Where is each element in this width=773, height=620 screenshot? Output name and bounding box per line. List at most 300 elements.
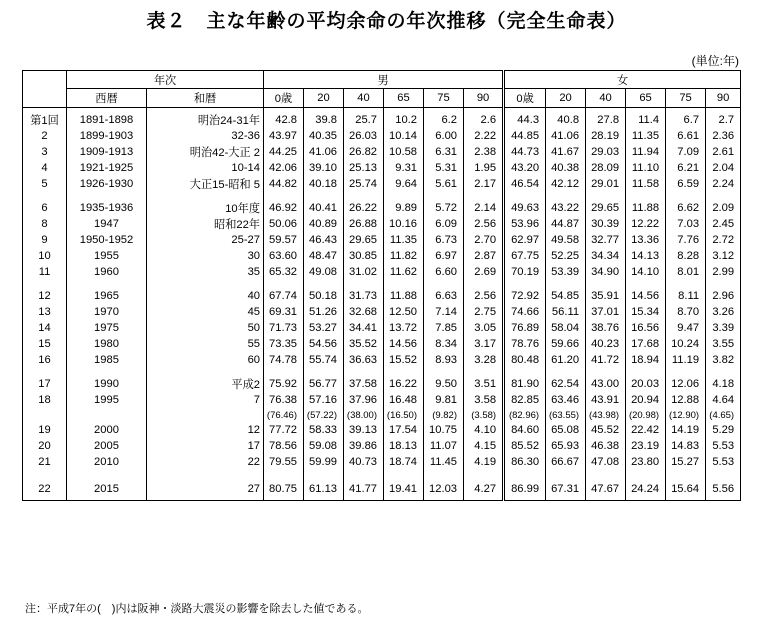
cell-male-value: 57.16 [304, 392, 344, 408]
cell-female-value: 47.08 [586, 454, 626, 470]
spacer-cell [67, 368, 147, 376]
cell-female-value: 27.8 [586, 108, 626, 129]
cell-female-value: 12.88 [666, 392, 706, 408]
cell-female-value: 34.90 [586, 264, 626, 280]
cell-female-value: 14.19 [666, 422, 706, 438]
cell-female-value: 15.64 [666, 478, 706, 501]
cell-seireki: 1960 [67, 264, 147, 280]
cell-wareki: 明治42-大正 2 [147, 144, 264, 160]
cell-female-value: 40.38 [546, 160, 586, 176]
header-male-age: 0歳 [264, 89, 304, 108]
cell-male-value: 42.06 [264, 160, 304, 176]
cell-female-value: 8.28 [666, 248, 706, 264]
spacer-cell [384, 470, 424, 478]
cell-survey-no: 19 [23, 422, 67, 438]
cell-female-value: 86.30 [504, 454, 546, 470]
cell-male-value: 17.54 [384, 422, 424, 438]
cell-survey-no: 5 [23, 176, 67, 192]
spacer-cell [626, 470, 666, 478]
table-row [23, 422, 741, 438]
cell-female-value: 15.27 [666, 454, 706, 470]
spacer-cell [464, 280, 504, 288]
spacer-cell [666, 192, 706, 200]
cell-male-value: 12.03 [424, 478, 464, 501]
spacer-cell [304, 192, 344, 200]
adjusted-row [23, 408, 741, 422]
cell-female-value: 65.93 [546, 438, 586, 454]
cell-male-value: 3.51 [464, 376, 504, 392]
cell-female-value: 44.87 [546, 216, 586, 232]
cell-female-value: 7.09 [666, 144, 706, 160]
cell-male-value: 4.15 [464, 438, 504, 454]
header-corner-lower [23, 89, 67, 108]
cell-male-value: 2.70 [464, 232, 504, 248]
cell-male-value: 65.32 [264, 264, 304, 280]
table-row [23, 352, 741, 368]
cell-male-value: 69.31 [264, 304, 304, 320]
cell-female-value: 2.7 [706, 108, 741, 129]
cell-survey-no: 3 [23, 144, 67, 160]
cell-female-value: 30.39 [586, 216, 626, 232]
cell-female-value: (4.65) [706, 408, 741, 422]
cell-female-value: 3.82 [706, 352, 741, 368]
cell-female-value: 65.08 [546, 422, 586, 438]
cell-survey-no: 15 [23, 336, 67, 352]
cell-seireki: 2005 [67, 438, 147, 454]
header-male-age: 75 [424, 89, 464, 108]
cell-female-value: 44.3 [504, 108, 546, 129]
cell-male-value: 30.85 [344, 248, 384, 264]
cell-male-value: 46.43 [304, 232, 344, 248]
spacer-cell [304, 280, 344, 288]
cell-male-value: 71.73 [264, 320, 304, 336]
cell-female-value: 4.18 [706, 376, 741, 392]
spacer-cell [424, 368, 464, 376]
cell-survey-no: 20 [23, 438, 67, 454]
cell-male-value: 59.57 [264, 232, 304, 248]
table-row [23, 320, 741, 336]
spacer-cell [344, 470, 384, 478]
cell-female-value: 78.76 [504, 336, 546, 352]
cell-male-value: (38.00) [344, 408, 384, 422]
cell-male-value: 2.22 [464, 128, 504, 144]
cell-male-value: (57.22) [304, 408, 344, 422]
table-row [23, 392, 741, 408]
cell-male-value: 36.63 [344, 352, 384, 368]
cell-female-value: 45.52 [586, 422, 626, 438]
cell-wareki: 22 [147, 454, 264, 470]
cell-female-value: 52.25 [546, 248, 586, 264]
cell-female-value: 13.36 [626, 232, 666, 248]
cell-female-value: 8.70 [666, 304, 706, 320]
header-female-age: 20 [546, 89, 586, 108]
spacer-cell [147, 280, 264, 288]
spacer-cell [424, 470, 464, 478]
cell-wareki: 45 [147, 304, 264, 320]
cell-survey-no: 6 [23, 200, 67, 216]
cell-male-value: 35.52 [344, 336, 384, 352]
table-row [23, 160, 741, 176]
cell-female-value: 62.54 [546, 376, 586, 392]
cell-female-value: 41.06 [546, 128, 586, 144]
cell-male-value: 2.69 [464, 264, 504, 280]
cell-survey-no: 13 [23, 304, 67, 320]
cell-male-value: 80.75 [264, 478, 304, 501]
cell-survey-no: 9 [23, 232, 67, 248]
cell-male-value: 10.2 [384, 108, 424, 129]
cell-survey-no: 16 [23, 352, 67, 368]
cell-male-value: 5.31 [424, 160, 464, 176]
cell-wareki: 50 [147, 320, 264, 336]
cell-seireki: 2015 [67, 478, 147, 501]
spacer-row [23, 280, 741, 288]
cell-male-value: (76.46) [264, 408, 304, 422]
spacer-cell [23, 368, 67, 376]
header-wareki: 和暦 [147, 89, 264, 108]
spacer-cell [384, 280, 424, 288]
table-row [23, 478, 741, 501]
cell-male-value: 11.07 [424, 438, 464, 454]
header-male-age: 65 [384, 89, 424, 108]
cell-female-value: 5.56 [706, 478, 741, 501]
cell-male-value: 79.55 [264, 454, 304, 470]
cell-wareki: 55 [147, 336, 264, 352]
cell-male-value: 10.75 [424, 422, 464, 438]
cell-wareki: 平成2 [147, 376, 264, 392]
cell-female-value: 67.75 [504, 248, 546, 264]
table-row [23, 176, 741, 192]
cell-male-value: 25.13 [344, 160, 384, 176]
cell-female-value: 43.00 [586, 376, 626, 392]
spacer-cell [546, 368, 586, 376]
cell-male-value: 51.26 [304, 304, 344, 320]
cell-female-value: 44.73 [504, 144, 546, 160]
cell-wareki: 17 [147, 438, 264, 454]
cell-male-value: 59.99 [304, 454, 344, 470]
cell-male-value: 9.31 [384, 160, 424, 176]
cell-female-value: 63.46 [546, 392, 586, 408]
cell-female-value: 8.11 [666, 288, 706, 304]
cell-male-value: 49.08 [304, 264, 344, 280]
cell-male-value: 2.87 [464, 248, 504, 264]
header-male-age: 20 [304, 89, 344, 108]
cell-male-value: 9.89 [384, 200, 424, 216]
page-title: 表２ 主な年齢の平均余命の年次推移（完全生命表） [146, 10, 627, 32]
spacer-cell [384, 368, 424, 376]
cell-female-value: 3.26 [706, 304, 741, 320]
cell-male-value: 6.00 [424, 128, 464, 144]
cell-male-value: 7.85 [424, 320, 464, 336]
cell-female-value: 32.77 [586, 232, 626, 248]
spacer-cell [546, 470, 586, 478]
spacer-cell [546, 280, 586, 288]
cell-male-value: 26.03 [344, 128, 384, 144]
spacer-cell [706, 280, 741, 288]
spacer-cell [67, 280, 147, 288]
cell-survey-no: 21 [23, 454, 67, 470]
cell-female-value: (20.98) [626, 408, 666, 422]
cell-female-value: 7.76 [666, 232, 706, 248]
cell-female-value: 2.72 [706, 232, 741, 248]
cell-female-value: 80.48 [504, 352, 546, 368]
cell-female-value: 6.7 [666, 108, 706, 129]
cell-male-value: 75.92 [264, 376, 304, 392]
cell-male-value: 13.72 [384, 320, 424, 336]
cell-survey-no: 4 [23, 160, 67, 176]
spacer-cell [424, 192, 464, 200]
cell-male-value: (9.82) [424, 408, 464, 422]
cell-male-value: 9.64 [384, 176, 424, 192]
table-row [23, 128, 741, 144]
cell-female-value: 29.65 [586, 200, 626, 216]
spacer-cell [264, 280, 304, 288]
header-female-age: 90 [706, 89, 741, 108]
cell-male-value: 73.35 [264, 336, 304, 352]
cell-male-value: 2.17 [464, 176, 504, 192]
cell-female-value: 5.29 [706, 422, 741, 438]
cell-female-value: 53.39 [546, 264, 586, 280]
cell-female-value: 11.35 [626, 128, 666, 144]
cell-female-value: 12.06 [666, 376, 706, 392]
spacer-cell [666, 368, 706, 376]
cell-male-value: 2.38 [464, 144, 504, 160]
cell-female-value: 2.04 [706, 160, 741, 176]
spacer-cell [504, 192, 546, 200]
cell-wareki [147, 408, 264, 422]
cell-seireki: 2000 [67, 422, 147, 438]
table-row [23, 336, 741, 352]
cell-survey-no: 8 [23, 216, 67, 232]
cell-male-value: 63.60 [264, 248, 304, 264]
cell-male-value: 16.22 [384, 376, 424, 392]
cell-female-value: 58.04 [546, 320, 586, 336]
header-row-1 [23, 71, 741, 89]
cell-seireki: 1921-1925 [67, 160, 147, 176]
cell-female-value: 41.67 [546, 144, 586, 160]
cell-male-value: 15.52 [384, 352, 424, 368]
cell-male-value: 41.06 [304, 144, 344, 160]
cell-male-value: 2.6 [464, 108, 504, 129]
cell-male-value: 29.65 [344, 232, 384, 248]
cell-male-value: 9.81 [424, 392, 464, 408]
cell-male-value: 26.82 [344, 144, 384, 160]
cell-female-value: 5.53 [706, 454, 741, 470]
cell-male-value: 3.58 [464, 392, 504, 408]
cell-female-value: 37.01 [586, 304, 626, 320]
table-row [23, 288, 741, 304]
cell-female-value: 82.85 [504, 392, 546, 408]
spacer-row [23, 470, 741, 478]
cell-female-value: 11.10 [626, 160, 666, 176]
spacer-cell [586, 368, 626, 376]
cell-wareki: 7 [147, 392, 264, 408]
cell-male-value: 2.75 [464, 304, 504, 320]
spacer-cell [344, 368, 384, 376]
cell-male-value: 67.74 [264, 288, 304, 304]
cell-wareki: 12 [147, 422, 264, 438]
cell-female-value: 11.88 [626, 200, 666, 216]
spacer-cell [706, 470, 741, 478]
spacer-cell [666, 470, 706, 478]
cell-male-value: 31.02 [344, 264, 384, 280]
cell-female-value: 43.22 [546, 200, 586, 216]
spacer-cell [464, 470, 504, 478]
cell-seireki: 1899-1903 [67, 128, 147, 144]
cell-male-value: 5.61 [424, 176, 464, 192]
cell-female-value: 28.09 [586, 160, 626, 176]
header-female: 女 [504, 71, 741, 89]
cell-male-value: 3.05 [464, 320, 504, 336]
cell-male-value: 25.74 [344, 176, 384, 192]
spacer-cell [626, 192, 666, 200]
cell-male-value: (16.50) [384, 408, 424, 422]
cell-female-value: 6.21 [666, 160, 706, 176]
table-row [23, 248, 741, 264]
cell-seireki: 1891-1898 [67, 108, 147, 129]
table-row [23, 438, 741, 454]
cell-male-value: 40.89 [304, 216, 344, 232]
cell-female-value: 6.59 [666, 176, 706, 192]
cell-male-value: 58.33 [304, 422, 344, 438]
cell-seireki: 1970 [67, 304, 147, 320]
cell-male-value: 77.72 [264, 422, 304, 438]
spacer-cell [67, 470, 147, 478]
cell-female-value: 2.09 [706, 200, 741, 216]
cell-male-value: 2.56 [464, 288, 504, 304]
header-male-age: 90 [464, 89, 504, 108]
cell-wareki: 25-27 [147, 232, 264, 248]
cell-female-value: 14.56 [626, 288, 666, 304]
table-row [23, 108, 741, 129]
cell-male-value: 8.34 [424, 336, 464, 352]
cell-female-value: 16.56 [626, 320, 666, 336]
cell-female-value: 34.34 [586, 248, 626, 264]
table-row [23, 454, 741, 470]
cell-male-value: 6.63 [424, 288, 464, 304]
table-row [23, 264, 741, 280]
cell-male-value: 40.41 [304, 200, 344, 216]
spacer-cell [264, 368, 304, 376]
cell-female-value: 40.8 [546, 108, 586, 129]
table-row [23, 304, 741, 320]
cell-male-value: 56.77 [304, 376, 344, 392]
header-seireki: 西暦 [67, 89, 147, 108]
cell-female-value: 8.01 [666, 264, 706, 280]
cell-female-value: 47.67 [586, 478, 626, 501]
cell-male-value: 42.8 [264, 108, 304, 129]
cell-survey-no: 第1回 [23, 108, 67, 129]
cell-survey-no: 2 [23, 128, 67, 144]
cell-female-value: 29.03 [586, 144, 626, 160]
spacer-cell [504, 368, 546, 376]
cell-female-value: 7.03 [666, 216, 706, 232]
cell-seireki: 2010 [67, 454, 147, 470]
table-row [23, 376, 741, 392]
spacer-cell [23, 470, 67, 478]
cell-female-value: 67.31 [546, 478, 586, 501]
cell-wareki: 昭和22年 [147, 216, 264, 232]
cell-female-value: 43.20 [504, 160, 546, 176]
cell-female-value: 29.01 [586, 176, 626, 192]
cell-male-value: 74.78 [264, 352, 304, 368]
cell-female-value: (82.96) [504, 408, 546, 422]
header-female-age: 65 [626, 89, 666, 108]
cell-female-value: 3.12 [706, 248, 741, 264]
header-female-age: 40 [586, 89, 626, 108]
cell-female-value: 3.55 [706, 336, 741, 352]
cell-female-value: 41.72 [586, 352, 626, 368]
header-male: 男 [264, 71, 504, 89]
cell-female-value: 2.99 [706, 264, 741, 280]
spacer-cell [464, 368, 504, 376]
cell-male-value: 37.58 [344, 376, 384, 392]
cell-male-value: 34.41 [344, 320, 384, 336]
cell-male-value: 53.27 [304, 320, 344, 336]
spacer-cell [706, 192, 741, 200]
cell-male-value: 48.47 [304, 248, 344, 264]
table-row [23, 232, 741, 248]
cell-male-value: 26.22 [344, 200, 384, 216]
spacer-cell [344, 280, 384, 288]
cell-female-value: 23.19 [626, 438, 666, 454]
spacer-cell [264, 470, 304, 478]
cell-seireki: 1926-1930 [67, 176, 147, 192]
cell-female-value: 22.42 [626, 422, 666, 438]
cell-female-value: 76.89 [504, 320, 546, 336]
cell-female-value: 2.96 [706, 288, 741, 304]
cell-male-value: 25.7 [344, 108, 384, 129]
spacer-cell [586, 280, 626, 288]
cell-female-value: 18.94 [626, 352, 666, 368]
cell-male-value: 11.82 [384, 248, 424, 264]
spacer-cell [586, 470, 626, 478]
cell-female-value: 20.94 [626, 392, 666, 408]
cell-female-value: 11.94 [626, 144, 666, 160]
cell-male-value: 12.50 [384, 304, 424, 320]
header-row-2 [23, 89, 741, 108]
cell-female-value: 14.10 [626, 264, 666, 280]
cell-female-value: 43.91 [586, 392, 626, 408]
cell-female-value: 17.68 [626, 336, 666, 352]
cell-wareki: 27 [147, 478, 264, 501]
cell-seireki: 1935-1936 [67, 200, 147, 216]
cell-male-value: 11.62 [384, 264, 424, 280]
table-row [23, 216, 741, 232]
cell-wareki: 32-36 [147, 128, 264, 144]
cell-male-value: 31.73 [344, 288, 384, 304]
cell-female-value: 14.13 [626, 248, 666, 264]
cell-female-value: 61.20 [546, 352, 586, 368]
spacer-cell [384, 192, 424, 200]
cell-male-value: 39.86 [344, 438, 384, 454]
spacer-cell [304, 470, 344, 478]
spacer-cell [147, 470, 264, 478]
cell-male-value: 7.14 [424, 304, 464, 320]
cell-male-value: 4.27 [464, 478, 504, 501]
spacer-cell [464, 192, 504, 200]
cell-male-value: 32.68 [344, 304, 384, 320]
cell-male-value: 50.18 [304, 288, 344, 304]
cell-male-value: 78.56 [264, 438, 304, 454]
cell-female-value: 15.34 [626, 304, 666, 320]
cell-male-value: 6.09 [424, 216, 464, 232]
cell-male-value: 18.74 [384, 454, 424, 470]
cell-female-value: 10.24 [666, 336, 706, 352]
cell-seireki: 1955 [67, 248, 147, 264]
cell-male-value: 6.31 [424, 144, 464, 160]
cell-male-value: 44.82 [264, 176, 304, 192]
cell-male-value: 10.58 [384, 144, 424, 160]
